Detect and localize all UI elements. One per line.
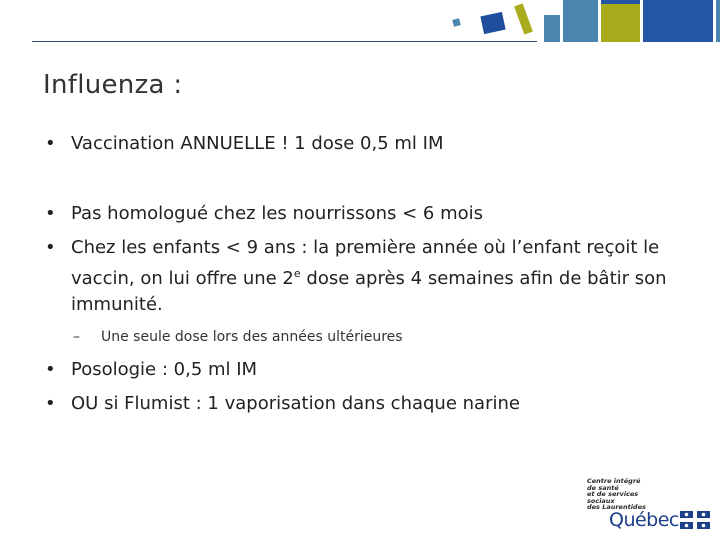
header-rule <box>32 41 537 42</box>
olive-block-top-stripe <box>601 0 640 4</box>
logo-line: et de services sociaux <box>587 490 639 505</box>
bullet-text: Posologie : 0,5 ml IM <box>71 359 258 380</box>
teal-block <box>544 15 560 42</box>
quebec-flag-icon <box>680 511 710 529</box>
cisss-quebec-logo <box>584 478 714 534</box>
logo-line: de santé <box>587 483 619 492</box>
sub-bullet-item <box>73 327 673 347</box>
bullet-marker: • <box>45 203 56 224</box>
bullet-text-part: dose après 4 semaines afin de bâtir son immunité. <box>71 268 667 315</box>
logo-line: des Laurentides <box>587 503 646 512</box>
bullet-marker: • <box>45 359 56 380</box>
dark-blue-square <box>480 12 505 34</box>
bullet-text-part: Chez les enfants < 9 ans : la première année où l’enfant reçoit le vaccin, on lui offre une 2 <box>71 237 660 289</box>
bullet-item <box>45 235 695 318</box>
bullet-marker: • <box>45 393 56 414</box>
bullet-item <box>45 357 695 383</box>
sub-bullet-marker: – <box>73 329 80 345</box>
bullet-item <box>45 201 695 227</box>
edge-block <box>716 0 720 42</box>
blue-block <box>563 0 598 42</box>
olive-block <box>601 0 640 42</box>
bullet-marker: • <box>45 133 56 154</box>
quebec-wordmark: Québec <box>609 509 679 531</box>
logo-line: Centre intégré <box>587 477 641 485</box>
bullet-marker: • <box>45 237 56 258</box>
bullet-text: Pas homologué chez les nourrissons < 6 mois <box>71 203 484 224</box>
olive-bar <box>514 3 533 34</box>
bullet-item <box>45 131 695 157</box>
bullet-item <box>45 391 695 417</box>
small-blue-square <box>452 18 461 27</box>
sub-bullet-text: Une seule dose lors des années ultérieures <box>101 329 403 345</box>
bullet-text <box>71 235 695 318</box>
header-decoration <box>0 0 720 45</box>
cisss-name <box>587 478 667 511</box>
blue-block-right <box>643 0 713 42</box>
superscript: e <box>293 267 301 280</box>
bullet-text: Vaccination ANNUELLE ! 1 dose 0,5 ml IM <box>71 133 444 154</box>
bullet-text: OU si Flumist : 1 vaporisation dans chaque narine <box>71 393 520 414</box>
slide-title: Influenza : <box>43 70 183 100</box>
